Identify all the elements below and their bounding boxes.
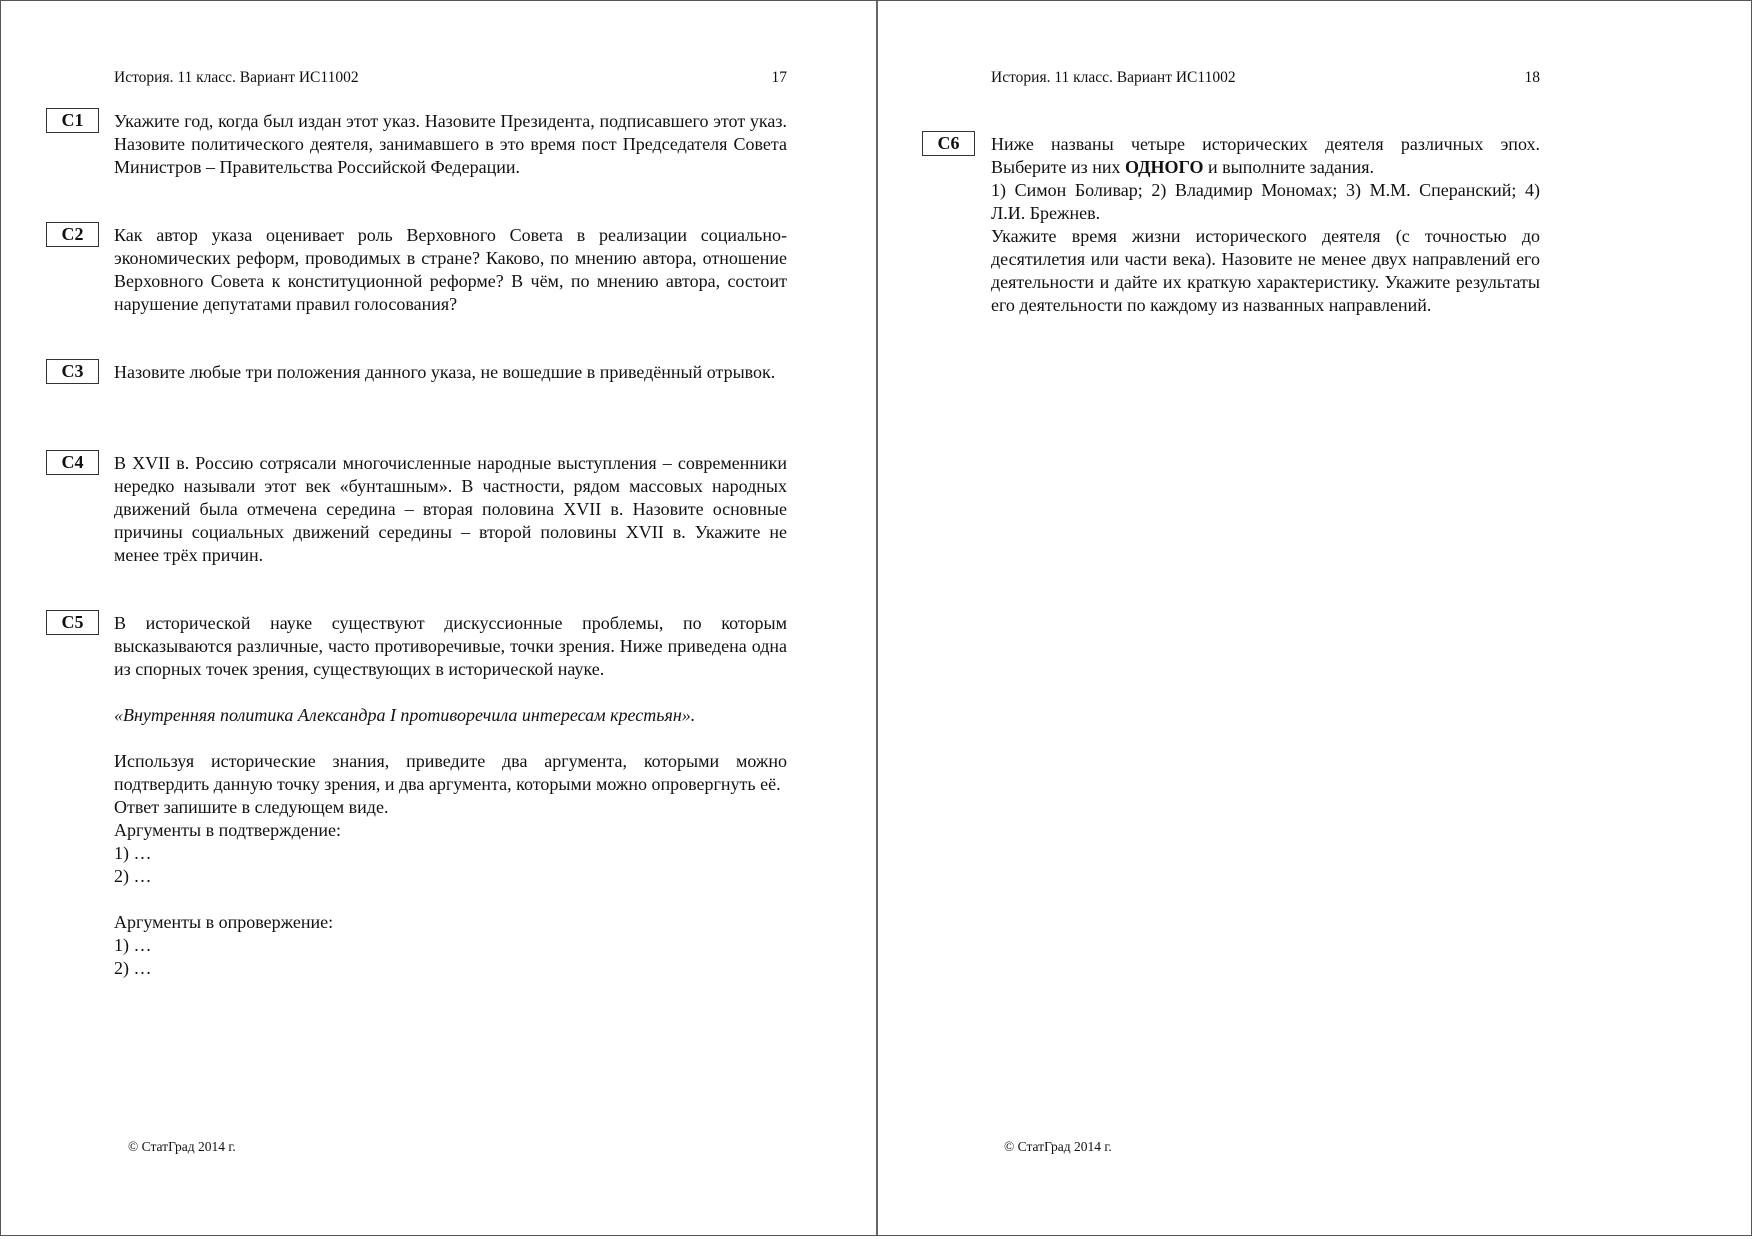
page-number: 18 [1524,69,1540,86]
task-text-c6 [991,133,1540,317]
task-c6-intro-end: и выполните задания. [1203,157,1375,177]
task-c6-bold-one: ОДНОГО [1125,157,1204,177]
task-text-c1 [114,110,787,179]
task-c2-body: Как автор указа оценивает роль Верховного Совета в реализации социально-экономических реформ, проводимых в стране? Каково, по мнению автора, отношение Верховного Совета к конституционной реформе? В чём, по мнению автора, состоит нарушение депутатами правил голосования? [114,225,787,314]
task-text-c4 [114,452,787,567]
refute-item-2: 2) … [114,958,152,978]
task-c1-body: Укажите год, когда был издан этот указ. Назовите Президента, подписавшего этот указ. Назовите политического деятеля, занимавшего в это время пост Председателя Совета Министров – Правительства Российской Федерации. [114,111,787,177]
page-footer-copyright: © СтатГрад 2014 г. [128,1139,236,1154]
header-title: История. 11 класс. Вариант ИС11002 [991,69,1236,86]
task-label-c3: С3 [46,359,99,384]
task-c6-figures: 1) Симон Боливар; 2) Владимир Мономах; 3) М.М. Сперанский; 4) Л.И. Брежнев. [991,180,1540,223]
page-18 [878,1,1753,1235]
task-c5-answer-format: Ответ запишите в следующем виде. [114,797,389,817]
task-c5-quote: «Внутренняя политика Александра I противоречила интересам крестьян». [114,705,696,725]
task-text-c5 [114,612,787,980]
task-c5-intro: В исторической науке существуют дискуссионные проблемы, по которым высказываются различные, часто противоречивые, точки зрения. Ниже приведена одна из спорных точек зрения, существующих в исторической науке. [114,613,787,679]
page-17 [1,1,878,1235]
confirm-item-1: 1) … [114,843,152,863]
confirm-item-2: 2) … [114,866,152,886]
task-label-c5: С5 [46,610,99,635]
task-text-c2 [114,224,787,316]
task-c5-instruction: Используя исторические знания, приведите два аргумента, которыми можно подтвердить данную точку зрения, и два аргумента, которыми можно опровергнуть её. [114,751,787,794]
refute-heading: Аргументы в опровержение: [114,912,334,932]
task-c4-body: В XVII в. Россию сотрясали многочисленные народные выступления – современники нередко называли этот век «бунташным». В частности, рядом массовых народных движений была отмечена середина – вторая половина XVII в. Назовите основные причины социальных движений середины – второй половины XVII в. Укажите не менее трёх причин. [114,453,787,565]
task-label-c1: С1 [46,108,99,133]
confirm-heading: Аргументы в подтверждение: [114,820,341,840]
task-c6-intro [991,133,1540,179]
refute-item-1: 1) … [114,935,152,955]
task-label-c2: С2 [46,222,99,247]
task-text-c3 [114,361,787,384]
header-title: История. 11 класс. Вариант ИС11002 [114,69,359,86]
page-number: 17 [771,69,787,86]
page-footer-copyright: © СтатГрад 2014 г. [1004,1139,1112,1154]
task-label-c4: С4 [46,450,99,475]
task-label-c6: С6 [922,131,975,156]
task-c6-intro-start: Ниже названы четыре исторических деятеля различных эпох. Выберите из них [991,134,1540,177]
task-c3-body: Назовите любые три положения данного указа, не вошедшие в приведённый отрывок. [114,362,776,382]
task-c6-assignment: Укажите время жизни исторического деятеля (с точностью до десятилетия или части века). Назовите не менее двух направлений его деятельности и дайте их краткую характеристику. Укажите результаты его деятельности по каждому из названных направлений. [991,226,1540,315]
